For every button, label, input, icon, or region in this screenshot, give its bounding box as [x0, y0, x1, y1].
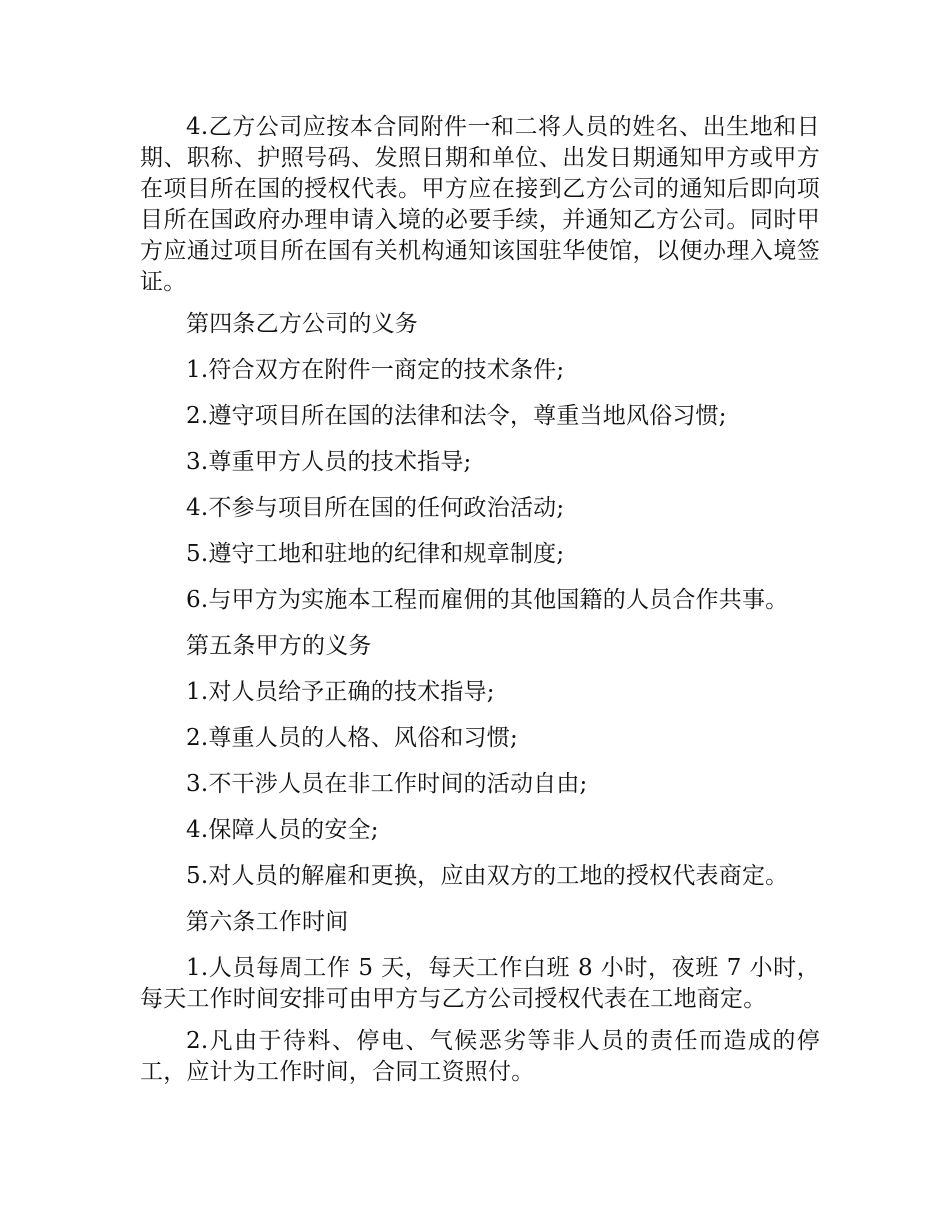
paragraph-notification-procedure: 4.乙方公司应按本合同附件一和二将人员的姓名、出生地和日期、职称、护照号码、发照日期和单位、出发日期通知甲方或甲方在项目所在国的授权代表。甲方应在接到乙方公司的通知后即向项目所在国政府办理申请入境的必要手续，并通知乙方公司。同时甲方应通过项目所在国有关机构通知该国驻华使馆，以便办理入境签证。 [140, 114, 820, 295]
list-item: 6.与甲方为实施本工程而雇佣的其他国籍的人员合作共事。 [186, 587, 789, 613]
list-item: 2.尊重人员的人格、风俗和习惯; [186, 725, 518, 751]
section-heading-working-hours: 第六条工作时间 [186, 909, 349, 935]
list-item: 4.保障人员的安全; [186, 817, 379, 843]
section-heading-party-b-obligations: 第四条乙方公司的义务 [186, 311, 418, 337]
section-heading-party-a-obligations: 第五条甲方的义务 [186, 633, 372, 659]
list-item: 1.符合双方在附件一商定的技术条件; [186, 357, 565, 383]
list-item: 3.尊重甲方人员的技术指导; [186, 449, 472, 475]
list-item: 2.遵守项目所在国的法律和法令，尊重当地风俗习惯; [186, 403, 727, 429]
list-item: 2.凡由于待料、停电、气候恶劣等非人员的责任而造成的停工，应计为工作时间，合同工资照付。 [140, 1028, 820, 1085]
list-item: 1.对人员给予正确的技术指导; [186, 679, 495, 705]
list-item: 5.遵守工地和驻地的纪律和规章制度; [186, 541, 565, 567]
list-item: 3.不干涉人员在非工作时间的活动自由; [186, 771, 588, 797]
document-body [140, 112, 820, 1099]
list-item: 4.不参与项目所在国的任何政治活动; [186, 495, 565, 521]
list-item: 5.对人员的解雇和更换，应由双方的工地的授权代表商定。 [186, 863, 789, 889]
list-item: 1.人员每周工作 5 天，每天工作白班 8 小时，夜班 7 小时，每天工作时间安排可由甲方与乙方公司授权代表在工地商定。 [140, 955, 820, 1012]
